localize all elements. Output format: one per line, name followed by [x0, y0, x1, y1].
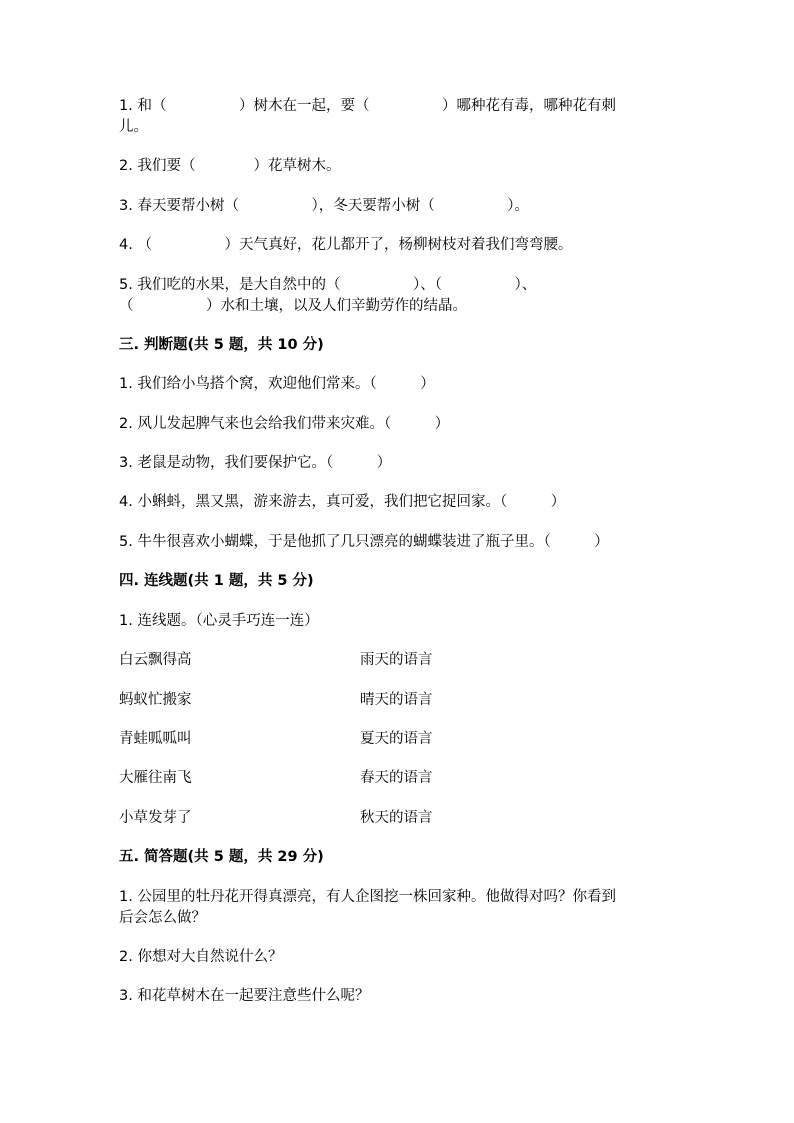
short-answer-1-line1: 1. 公园里的牡丹花开得真漂亮，有人企图挖一株回家种。他做得对吗？你看到 [119, 889, 616, 905]
fill-blank-5-line2: （ ）水和土壤，以及人们辛勤劳作的结晶。 [119, 298, 467, 314]
matching-right-item: 晴天的语言 [360, 692, 433, 708]
judgement-heading: 三. 判断题(共 5 题，共 10 分) [119, 337, 324, 353]
short-answer-3: 3. 和花草树木在一起要注意些什么呢？ [119, 988, 370, 1004]
matching-left-item: 蚂蚁忙搬家 [119, 692, 192, 708]
fill-blank-5-line1: 5. 我们吃的水果，是大自然中的（ ）、（ ）、 [119, 277, 537, 293]
fill-blank-1-line1: 1. 和（ ）树木在一起，要（ ）哪种花有毒，哪种花有刺 [119, 98, 616, 114]
matching-right-item: 秋天的语言 [360, 810, 433, 826]
short-answer-2: 2. 你想对大自然说什么？ [119, 949, 283, 965]
short-answer-heading: 五. 简答题(共 5 题，共 29 分) [119, 849, 324, 865]
fill-blank-1-line2: 儿。 [119, 119, 148, 135]
judgement-item-3: 3. 老鼠是动物，我们要保护它。（ ） [119, 455, 392, 471]
judgement-item-1: 1. 我们给小鸟搭个窝，欢迎他们常来。（ ） [119, 376, 435, 392]
matching-left-item: 大雁往南飞 [119, 770, 192, 786]
matching-right-item: 夏天的语言 [360, 731, 433, 747]
matching-right-item: 春天的语言 [360, 770, 433, 786]
judgement-item-4: 4. 小蝌蚪，黑又黑，游来游去，真可爱，我们把它捉回家。（ ） [119, 494, 566, 510]
short-answer-1-line2: 后会怎么做？ [119, 910, 206, 926]
judgement-item-2: 2. 风儿发起脾气来也会给我们带来灾难。（ ） [119, 416, 450, 432]
matching-left-item: 白云飘得高 [119, 652, 192, 668]
fill-blank-4: 4. （ ）天气真好，花儿都开了，杨柳树枝对着我们弯弯腰。 [119, 237, 573, 253]
matching-question: 1. 连线题。（心灵手巧连一连） [119, 613, 319, 629]
fill-blank-2: 2. 我们要（ ）花草树木。 [119, 158, 341, 174]
fill-blank-3: 3. 春天要帮小树（ ），冬天要帮小树（ ）。 [119, 198, 529, 214]
matching-left-item: 青蛙呱呱叫 [119, 731, 192, 747]
judgement-item-5: 5. 牛牛很喜欢小蝴蝶，于是他抓了几只漂亮的蝴蝶装进了瓶子里。（ ） [119, 534, 609, 550]
matching-heading: 四. 连线题(共 1 题，共 5 分) [119, 573, 314, 589]
matching-right-item: 雨天的语言 [360, 652, 433, 668]
matching-left-item: 小草发芽了 [119, 810, 192, 826]
